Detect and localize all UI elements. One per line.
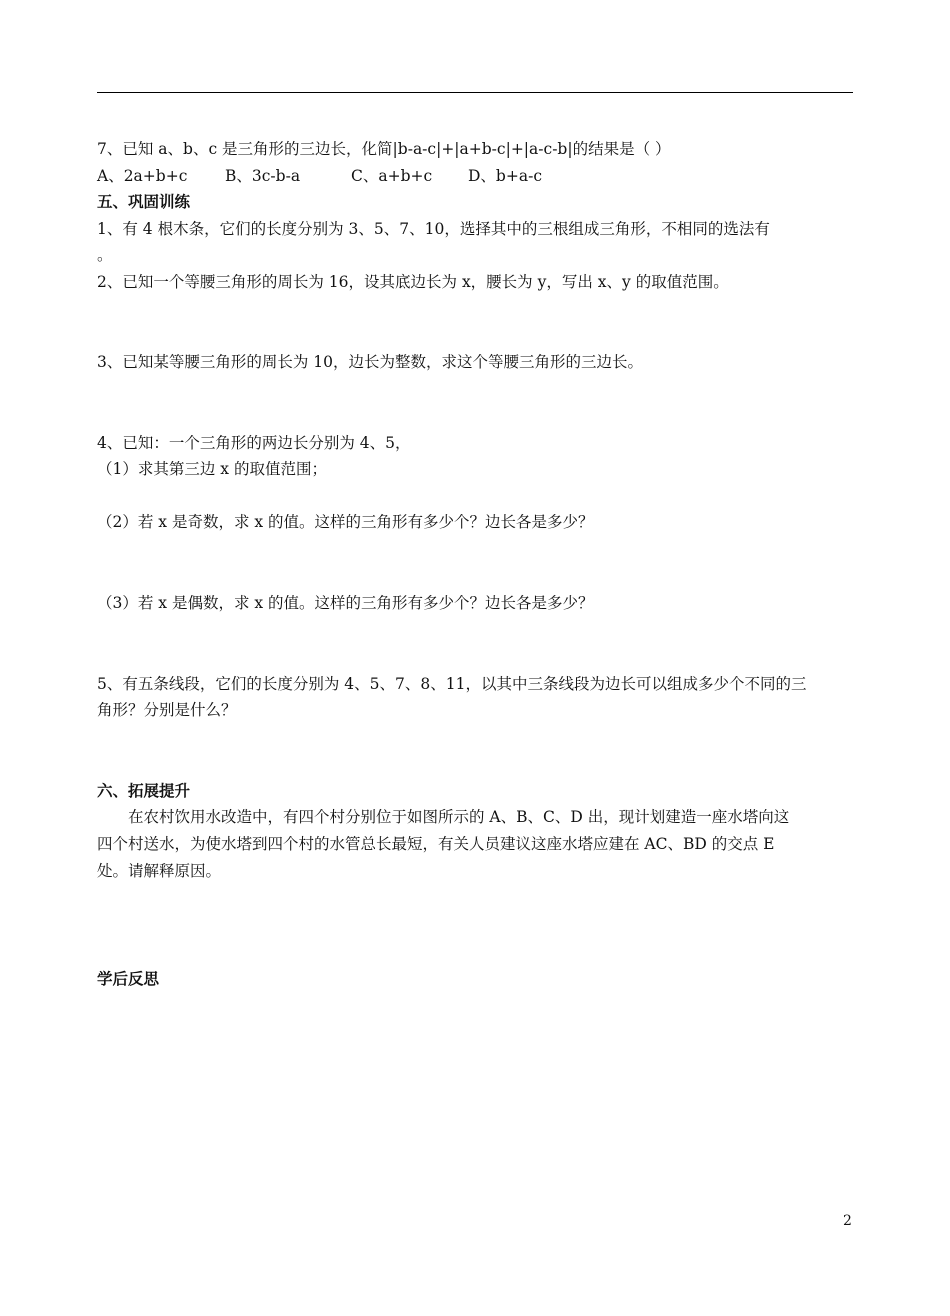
exercise-4-part-2: （2）若 x 是奇数，求 x 的值。这样的三角形有多少个？边长各是多少？ [97,513,594,531]
option-c: C、a+b+c [351,167,433,185]
header-rule [97,92,853,93]
question-7-options [97,166,542,186]
exercise-2: 2、已知一个等腰三角形的周长为 16，设其底边长为 x，腰长为 y，写出 x、y 的取值范围。 [97,273,729,291]
extension-paragraph-line-2: 四个村送水，为使水塔到四个村的水管总长最短，有关人员建议这座水塔应建在 AC、BD 的交点 E [97,835,775,853]
question-7-stem: 7、已知 a、b、c 是三角形的三边长，化简|b-a-c|+|a+b-c|+|a-c-b|的结果是（ ） [97,140,671,158]
option-d: D、b+a-c [468,167,542,185]
reflection-title: 学后反思 [97,970,160,988]
exercise-4-part-1: （1）求其第三边 x 的取值范围； [97,460,327,478]
option-a: A、2a+b+c [97,167,188,185]
exercise-1-line-2: 。 [97,246,113,264]
section-6-title: 六、拓展提升 [97,782,191,800]
extension-paragraph-line-3: 处。请解释原因。 [97,862,222,880]
section-5-title: 五、巩固训练 [97,193,191,211]
exercise-1-line-1: 1、有 4 根木条，它们的长度分别为 3、5、7、10，选择其中的三根组成三角形，不相同的选法有 [97,220,770,238]
exercise-5-line-2: 角形？分别是什么？ [97,701,237,719]
option-b: B、3c-b-a [225,167,301,185]
page-number: 2 [843,1213,852,1229]
exercise-4-stem: 4、已知：一个三角形的两边长分别为 4、5， [97,434,411,452]
exercise-3: 3、已知某等腰三角形的周长为 10，边长为整数，求这个等腰三角形的三边长。 [97,353,644,371]
exercise-4-part-3: （3）若 x 是偶数，求 x 的值。这样的三角形有多少个？边长各是多少？ [97,594,594,612]
extension-paragraph-line-1: 在农村饮用水改造中，有四个村分别位于如图所示的 A、B、C、D 出，现计划建造一座水塔向这 [128,808,790,826]
exercise-5-line-1: 5、有五条线段，它们的长度分别为 4、5、7、8、11，以其中三条线段为边长可以组成多少个不同的三 [97,675,807,693]
